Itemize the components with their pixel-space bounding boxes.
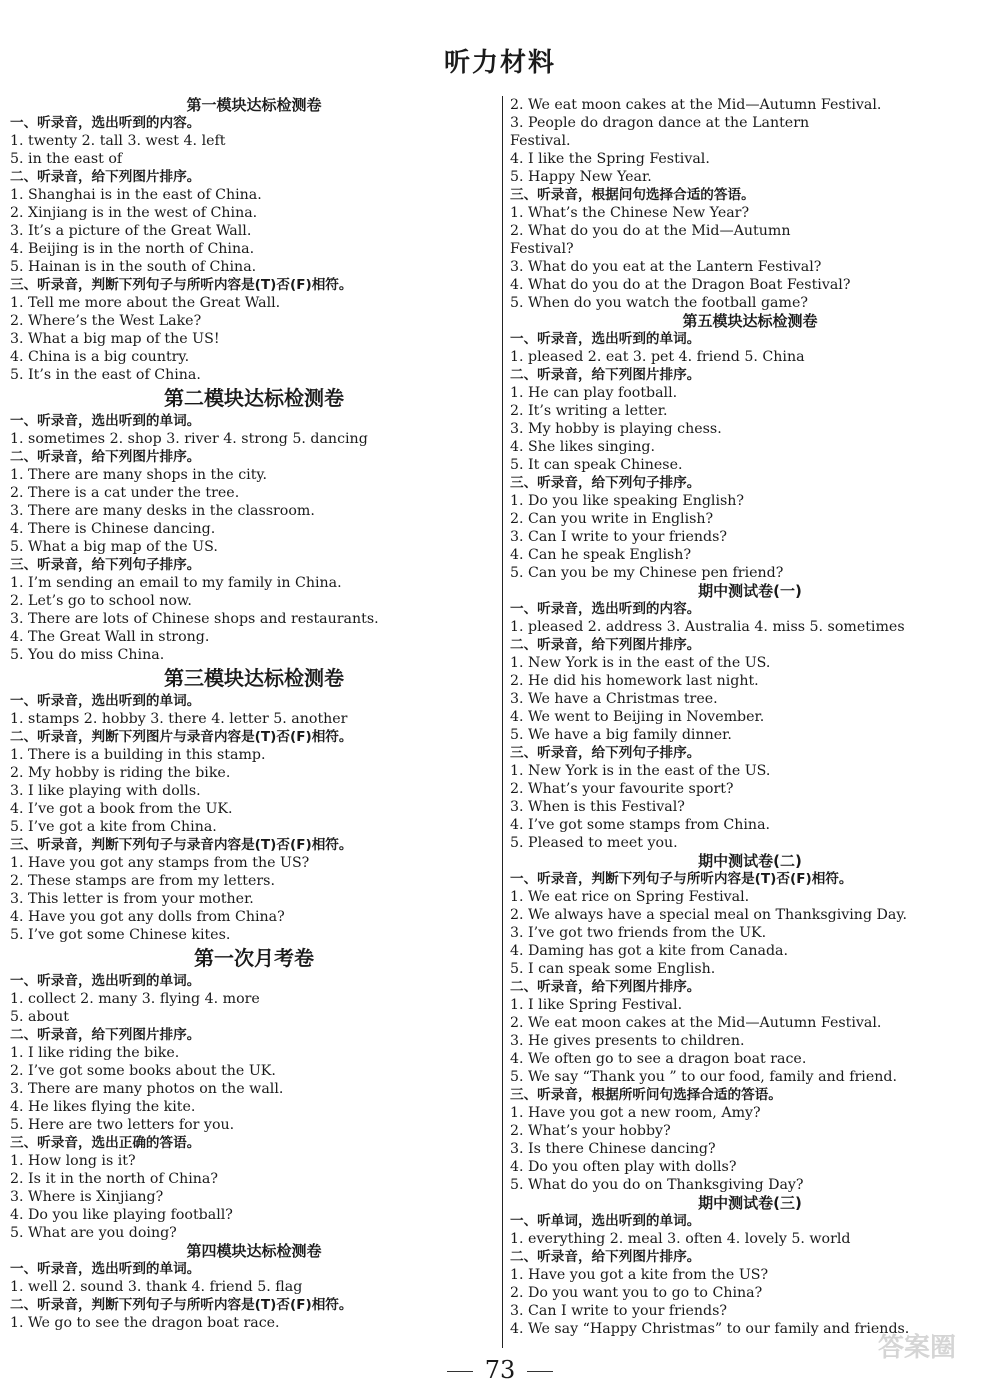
transcript-line: 1. twenty 2. tall 3. west 4. left	[10, 133, 226, 149]
footer-dash-right	[527, 1371, 553, 1372]
transcript-line: 4. I like the Spring Festival.	[510, 151, 710, 167]
transcript-line: 2. There is a cat under the tree.	[10, 485, 240, 501]
question-heading: 二、听录音，给下列图片排序。	[510, 637, 701, 653]
question-heading: 一、听录音，选出听到的单词。	[10, 693, 201, 709]
section-title: 第二模块达标检测卷	[164, 386, 344, 410]
section-title: 第三模块达标检测卷	[164, 666, 344, 690]
transcript-line: 1. Shanghai is in the east of China.	[10, 187, 262, 203]
transcript-line: 2. We always have a special meal on Thanksgiving Day.	[510, 907, 908, 923]
transcript-line: 1. Have you got any stamps from the US?	[10, 855, 310, 871]
section-title: 期中测试卷(三)	[698, 1194, 802, 1212]
transcript-line: 2. These stamps are from my letters.	[10, 873, 275, 889]
footer-dash-left	[447, 1371, 473, 1372]
transcript-line: 4. She likes singing.	[510, 439, 655, 455]
transcript-line: 2. My hobby is riding the bike.	[10, 765, 231, 781]
transcript-line: 3. I like playing with dolls.	[10, 783, 201, 799]
section-title: 期中测试卷(二)	[698, 852, 802, 870]
transcript-line: 1. pleased 2. address 3. Australia 4. miss 5. sometimes	[510, 619, 905, 635]
transcript-line: 5. Can you be my Chinese pen friend?	[510, 565, 784, 581]
question-heading: 一、听录音，选出听到的单词。	[10, 973, 201, 989]
transcript-line: 2. What’s your favourite sport?	[510, 781, 734, 797]
transcript-line: 5. What a big map of the US.	[10, 539, 218, 555]
question-heading: 三、听录音，判断下列句子与所听内容是(T)否(F)相符。	[10, 277, 353, 293]
question-heading: 三、听录音，给下列句子排序。	[510, 745, 701, 761]
transcript-line: 1. What’s the Chinese New Year?	[510, 205, 750, 221]
transcript-line: 5. What are you doing?	[10, 1225, 177, 1241]
transcript-line: 4. Have you got any dolls from China?	[10, 909, 285, 925]
transcript-line: 3. There are many desks in the classroom.	[10, 503, 315, 519]
transcript-line: 5. We say “Thank you ” to our food, family and friend.	[510, 1069, 897, 1085]
question-heading: 三、听录音，根据所听问句选择合适的答语。	[510, 1087, 782, 1103]
question-heading: 二、听录音，判断下列图片与录音内容是(T)否(F)相符。	[10, 729, 353, 745]
transcript-line: 3. There are many photos on the wall.	[10, 1081, 284, 1097]
transcript-line: 1. collect 2. many 3. flying 4. more	[10, 991, 260, 1007]
transcript-line: 5. When do you watch the football game?	[510, 295, 808, 311]
section-title: 第四模块达标检测卷	[186, 1242, 322, 1260]
transcript-line: 2. What do you do at the Mid—Autumn	[510, 223, 791, 239]
transcript-line: 1. New York is in the east of the US.	[510, 655, 771, 671]
transcript-line: 2. Do you want you to go to China?	[510, 1285, 763, 1301]
transcript-line: 5. about	[10, 1009, 69, 1025]
transcript-line: 3. Can I write to your friends?	[510, 529, 728, 545]
question-heading: 二、听录音，给下列图片排序。	[510, 367, 701, 383]
transcript-line: 4. Do you like playing football?	[10, 1207, 233, 1223]
transcript-line: 5. Pleased to meet you.	[510, 835, 678, 851]
transcript-line: 4. The Great Wall in strong.	[10, 629, 210, 645]
page-number: 73	[484, 1356, 516, 1384]
question-heading: 二、听录音，给下列图片排序。	[510, 1249, 701, 1265]
transcript-line: 1. sometimes 2. shop 3. river 4. strong 5. dancing	[10, 431, 368, 447]
transcript-line: 5. What do you do on Thanksgiving Day?	[510, 1177, 804, 1193]
transcript-line: 3. When is this Festival?	[510, 799, 685, 815]
transcript-line: 3. There are lots of Chinese shops and restaurants.	[10, 611, 379, 627]
question-heading: 三、听录音，给下列句子排序。	[10, 557, 201, 573]
transcript-line: 1. New York is in the east of the US.	[510, 763, 771, 779]
transcript-line: Festival.	[510, 133, 571, 149]
transcript-line: 5. in the east of	[10, 151, 123, 167]
question-heading: 二、听录音，给下列图片排序。	[510, 979, 701, 995]
transcript-line: 3. My hobby is playing chess.	[510, 421, 722, 437]
section-title: 第一模块达标检测卷	[186, 96, 322, 114]
transcript-line: 4. China is a big country.	[10, 349, 190, 365]
transcript-line: 2. We eat moon cakes at the Mid—Autumn Festival.	[510, 1015, 882, 1031]
transcript-line: 5. It can speak Chinese.	[510, 457, 683, 473]
transcript-line: 1. I like Spring Festival.	[510, 997, 683, 1013]
transcript-line: 4. We say “Happy Christmas” to our family and friends.	[510, 1321, 910, 1337]
transcript-line: 1. I’m sending an email to my family in China.	[10, 575, 342, 591]
question-heading: 三、听录音，根据问句选择合适的答语。	[510, 187, 755, 203]
transcript-line: 3. This letter is from your mother.	[10, 891, 254, 907]
transcript-line: 4. Do you often play with dolls?	[510, 1159, 737, 1175]
question-heading: 一、听录音，选出听到的内容。	[510, 601, 701, 617]
transcript-line: 5. I’ve got a kite from China.	[10, 819, 217, 835]
question-heading: 一、听录音，判断下列句子与所听内容是(T)否(F)相符。	[510, 871, 853, 887]
transcript-line: 4. We went to Beijing in November.	[510, 709, 765, 725]
transcript-line: 1. Have you got a kite from the US?	[510, 1267, 769, 1283]
transcript-line: 1. We go to see the dragon boat race.	[10, 1315, 280, 1331]
transcript-line: 2. I’ve got some books about the UK.	[10, 1063, 276, 1079]
transcript-line: 1. There is a building in this stamp.	[10, 747, 266, 763]
question-heading: 三、听录音，给下列句子排序。	[510, 475, 701, 491]
transcript-line: 5. Happy New Year.	[510, 169, 652, 185]
section-title: 第一次月考卷	[194, 946, 314, 970]
page-title: 听力材料	[443, 48, 556, 78]
question-heading: 一、听录音，选出听到的内容。	[10, 115, 201, 131]
transcript-line: 4. I’ve got some stamps from China.	[510, 817, 771, 833]
transcript-line: 1. Have you got a new room, Amy?	[510, 1105, 761, 1121]
transcript-line: 3. What a big map of the US!	[10, 331, 220, 347]
transcript-line: 2. Where’s the West Lake?	[10, 313, 202, 329]
transcript-line: 3. I’ve got two friends from the UK.	[510, 925, 767, 941]
transcript-line: 3. It’s a picture of the Great Wall.	[10, 223, 252, 239]
transcript-line: 4. What do you do at the Dragon Boat Festival?	[510, 277, 851, 293]
section-title: 第五模块达标检测卷	[682, 312, 818, 330]
transcript-line: 1. Do you like speaking English?	[510, 493, 745, 509]
transcript-line: 3. He gives presents to children.	[510, 1033, 745, 1049]
transcript-line: 3. What do you eat at the Lantern Festival?	[510, 259, 822, 275]
transcript-line: 1. He can play football.	[510, 385, 678, 401]
watermark-logo	[852, 1326, 982, 1386]
section-title: 期中测试卷(一)	[698, 582, 802, 600]
transcript-line: 2. Can you write in English?	[510, 511, 714, 527]
transcript-line: 4. Can he speak English?	[510, 547, 692, 563]
left-column	[10, 96, 498, 1332]
transcript-line: 1. There are many shops in the city.	[10, 467, 268, 483]
transcript-line: 5. I’ve got some Chinese kites.	[10, 927, 231, 943]
question-heading: 二、听录音，给下列图片排序。	[10, 1027, 201, 1043]
transcript-line: 2. Let’s go to school now.	[10, 593, 192, 609]
transcript-line: 2. We eat moon cakes at the Mid—Autumn Festival.	[510, 97, 882, 113]
transcript-line: 2. It’s writing a letter.	[510, 403, 668, 419]
transcript-line: 5. We have a big family dinner.	[510, 727, 732, 743]
transcript-line: 1. pleased 2. eat 3. pet 4. friend 5. China	[510, 349, 805, 365]
transcript-line: 4. Daming has got a kite from Canada.	[510, 943, 789, 959]
transcript-line: Festival?	[510, 241, 574, 257]
transcript-line: 4. He likes flying the kite.	[10, 1099, 196, 1115]
transcript-line: 3. People do dragon dance at the Lantern	[510, 115, 810, 131]
question-heading: 一、听录音，选出听到的单词。	[10, 413, 201, 429]
transcript-line: 5. Hainan is in the south of China.	[10, 259, 257, 275]
right-column	[510, 96, 990, 1338]
transcript-line: 3. Can I write to your friends?	[510, 1303, 728, 1319]
transcript-line: 5. Here are two letters for you.	[10, 1117, 235, 1133]
transcript-line: 3. Is there Chinese dancing?	[510, 1141, 716, 1157]
page-footer	[0, 1354, 1000, 1386]
transcript-line: 3. Where is Xinjiang?	[10, 1189, 164, 1205]
transcript-line: 2. Xinjiang is in the west of China.	[10, 205, 258, 221]
question-heading: 一、听单词，选出听到的单词。	[510, 1213, 701, 1229]
transcript-line: 5. I can speak some English.	[510, 961, 716, 977]
transcript-line: 1. everything 2. meal 3. often 4. lovely 5. world	[510, 1231, 851, 1247]
watermark-text: 答案圈	[877, 1333, 957, 1363]
question-heading: 三、听录音，选出正确的答语。	[10, 1135, 201, 1151]
transcript-line: 4. There is Chinese dancing.	[10, 521, 216, 537]
question-heading: 二、听录音，判断下列句子与所听内容是(T)否(F)相符。	[10, 1297, 353, 1313]
transcript-line: 2. He did his homework last night.	[510, 673, 759, 689]
transcript-line: 4. We often go to see a dragon boat race.	[510, 1051, 807, 1067]
transcript-line: 4. I’ve got a book from the UK.	[10, 801, 233, 817]
transcript-line: 1. well 2. sound 3. thank 4. friend 5. flag	[10, 1279, 303, 1295]
transcript-line: 1. stamps 2. hobby 3. there 4. letter 5. another	[10, 711, 348, 727]
question-heading: 三、听录音，判断下列句子与录音内容是(T)否(F)相符。	[10, 837, 353, 853]
transcript-line: 2. Is it in the north of China?	[10, 1171, 218, 1187]
question-heading: 一、听录音，选出听到的单词。	[510, 331, 701, 347]
transcript-line: 1. Tell me more about the Great Wall.	[10, 295, 281, 311]
transcript-line: 5. It’s in the east of China.	[10, 367, 201, 383]
question-heading: 二、听录音，给下列图片排序。	[10, 449, 201, 465]
transcript-line: 5. You do miss China.	[10, 647, 165, 663]
question-heading: 一、听录音，选出听到的单词。	[10, 1261, 201, 1277]
column-divider	[502, 96, 503, 1348]
transcript-line: 2. What’s your hobby?	[510, 1123, 671, 1139]
transcript-line: 4. Beijing is in the north of China.	[10, 241, 255, 257]
transcript-line: 1. How long is it?	[10, 1153, 136, 1169]
transcript-line: 1. I like riding the bike.	[10, 1045, 180, 1061]
transcript-line: 1. We eat rice on Spring Festival.	[510, 889, 750, 905]
question-heading: 二、听录音，给下列图片排序。	[10, 169, 201, 185]
transcript-line: 3. We have a Christmas tree.	[510, 691, 718, 707]
